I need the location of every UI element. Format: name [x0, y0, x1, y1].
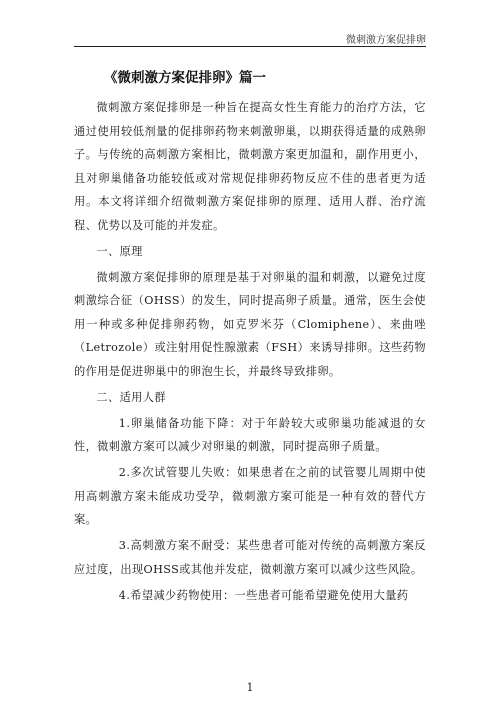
- intro-paragraph: 微刺激方案促排卵是一种旨在提高女性生育能力的治疗方法，它通过使用较低剂量的促排卵药物来刺激卵巢，以期获得适量的成熟卵子。与传统的高刺激方案相比，微刺激方案更加温和，副作用更小，且对卵巢储备功能较低或对常规促排卵药物反应不佳的患者更为适用。本文将详细介绍微刺激方案促排卵的原理、适用人群、治疗流程、优势以及可能的并发症。: [74, 101, 426, 232]
- list-item: 2.多次试管婴儿失败：如果患者在之前的试管婴儿周期中使用高刺激方案未能成功受孕，微刺激方案可能是一种有效的替代方案。: [74, 466, 426, 526]
- list-item: 4.希望减少药物使用：一些患者可能希望避免使用大量药: [118, 588, 409, 602]
- list-item: 3.高刺激方案不耐受：某些患者可能对传统的高刺激方案反应过度，出现OHSS或其他并发症，微刺激方案可以减少这些风险。: [74, 539, 426, 576]
- principle-paragraph: 微刺激方案促排卵的原理是基于对卵巢的温和刺激，以避免过度刺激综合征（OHSS）的发生，同时提高卵子质量。通常，医生会使用一种或多种促排卵药物，如克罗米芬（Clomiphene）、来曲唑（Letrozole）或注射用促性腺激素（FSH）来诱导排卵。这些药物的作用是促进卵巢中的卵泡生长，并最终导致排卵。: [74, 270, 426, 378]
- section-heading-principle: 一、原理: [96, 244, 143, 258]
- running-header: 微刺激方案促排卵: [346, 35, 426, 46]
- list-item: 1.卵巢储备功能下降：对于年龄较大或卵巢功能减退的女性，微刺激方案可以减少对卵巢的刺激，同时提高卵子质量。: [74, 416, 426, 453]
- section-heading-indications: 二、适用人群: [96, 390, 166, 404]
- header-rule: [74, 46, 426, 47]
- document-title: 《微刺激方案促排卵》篇一: [104, 70, 266, 86]
- page-number: 1: [246, 681, 254, 694]
- document-body: [74, 96, 426, 607]
